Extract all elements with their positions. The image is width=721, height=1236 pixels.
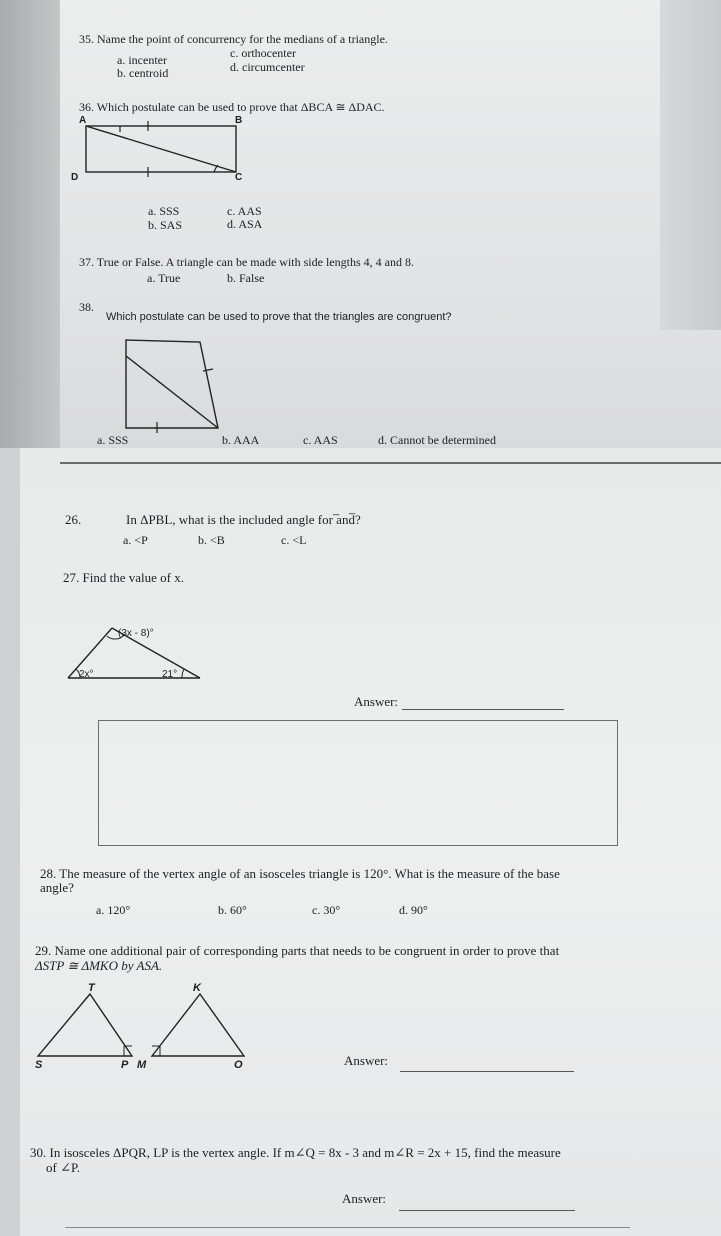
q37-question: 37. True or False. A triangle can be made with side lengths 4, 4 and 8.: [79, 255, 414, 269]
q28-question: 28. The measure of the vertex angle of an isosceles triangle is 120°. What is the measure of the base: [40, 866, 560, 881]
q28-option-a[interactable]: a. 120°: [96, 903, 131, 917]
q35-question: 35. Name the point of concurrency for the medians of a triangle.: [79, 32, 388, 46]
q36-option-d[interactable]: d. ASA: [227, 217, 263, 231]
q26-option-a[interactable]: a. <P: [123, 533, 148, 547]
q29-label-k: K: [193, 982, 201, 994]
q27-answer-label: Answer:: [354, 694, 399, 709]
q28-option-b[interactable]: b. 60°: [218, 903, 247, 917]
q26-number: 26.: [65, 512, 82, 527]
q37-option-b[interactable]: b. False: [227, 271, 265, 285]
q36-label-b: B: [235, 115, 243, 126]
q28-question-cont: angle?: [40, 880, 74, 895]
q36-label-a: A: [79, 115, 87, 126]
q29-answer-label: Answer:: [344, 1053, 389, 1068]
q29-question: 29. Name one additional pair of corresponding parts that needs to be congruent in order to prove that: [35, 943, 560, 958]
page-edge-right: [660, 0, 721, 330]
page-shadow-left: [0, 0, 60, 455]
q36-question: 36. Which postulate can be used to prove that ΔBCA ≅ ΔDAC.: [79, 100, 385, 114]
bottom-box-edge: [65, 1227, 630, 1228]
q26-option-b[interactable]: b. <B: [198, 533, 225, 547]
q29-label-m: M: [137, 1059, 147, 1071]
q29-answer-line[interactable]: [400, 1071, 574, 1072]
page-edge-left: [0, 448, 20, 1236]
q29-label-s: S: [35, 1059, 43, 1071]
q30-answer-label: Answer:: [342, 1191, 387, 1206]
q27-angle-right: 21°: [162, 669, 178, 680]
q29-label-t: T: [88, 982, 95, 994]
q30-answer-line[interactable]: [399, 1210, 575, 1211]
q35-option-c[interactable]: c. orthocenter: [230, 46, 296, 60]
q38-number: 38.: [79, 300, 94, 314]
q36-option-a[interactable]: a. SSS: [148, 204, 180, 218]
q38-quadrilateral-diagram: [120, 336, 230, 436]
page-top-rule: [60, 462, 721, 464]
q28-option-c[interactable]: c. 30°: [312, 903, 341, 917]
q27-answer-line[interactable]: [402, 709, 564, 710]
q38-option-d[interactable]: d. Cannot be determined: [378, 433, 496, 447]
q37-option-a[interactable]: a. True: [147, 271, 181, 285]
q29-label-o: O: [234, 1059, 243, 1071]
q36-rectangle-diagram: [80, 114, 250, 184]
q29-two-triangles-diagram: [32, 990, 252, 1068]
q35-option-b[interactable]: b. centroid: [117, 66, 169, 80]
q28-option-d[interactable]: d. 90°: [399, 903, 428, 917]
q27-work-box[interactable]: [98, 720, 618, 846]
q26-option-c[interactable]: c. <L: [281, 533, 307, 547]
q30-question: 30. In isosceles ΔPQR, LP is the vertex angle. If m∠Q = 8x - 3 and m∠R = 2x + 15, find the measure: [30, 1145, 561, 1160]
q27-angle-left: 2x°: [79, 669, 94, 680]
q36-label-c: C: [235, 172, 243, 183]
q36-option-c[interactable]: c. AAS: [227, 204, 262, 218]
q36-label-d: D: [71, 172, 79, 183]
q30-question-cont: of ∠P.: [46, 1160, 81, 1175]
q27-angle-top: (3x - 8)°: [118, 628, 154, 639]
q27-question: 27. Find the value of x.: [63, 570, 184, 585]
q26-question: In ΔPBL, what is the included angle for ̅and̅?: [126, 512, 361, 527]
q29-question-cont: ΔSTP ≅ ΔMKO by ASA.: [35, 958, 163, 973]
q38-option-b[interactable]: b. AAA: [222, 433, 260, 447]
q29-label-p: P: [121, 1059, 129, 1071]
q35-option-d[interactable]: d. circumcenter: [230, 60, 305, 74]
q38-question: Which postulate can be used to prove that the triangles are congruent?: [106, 311, 452, 323]
q35-option-a[interactable]: a. incenter: [117, 53, 167, 67]
q36-option-b[interactable]: b. SAS: [148, 218, 183, 232]
q38-option-c[interactable]: c. AAS: [303, 433, 338, 447]
q38-option-a[interactable]: a. SSS: [97, 433, 129, 447]
